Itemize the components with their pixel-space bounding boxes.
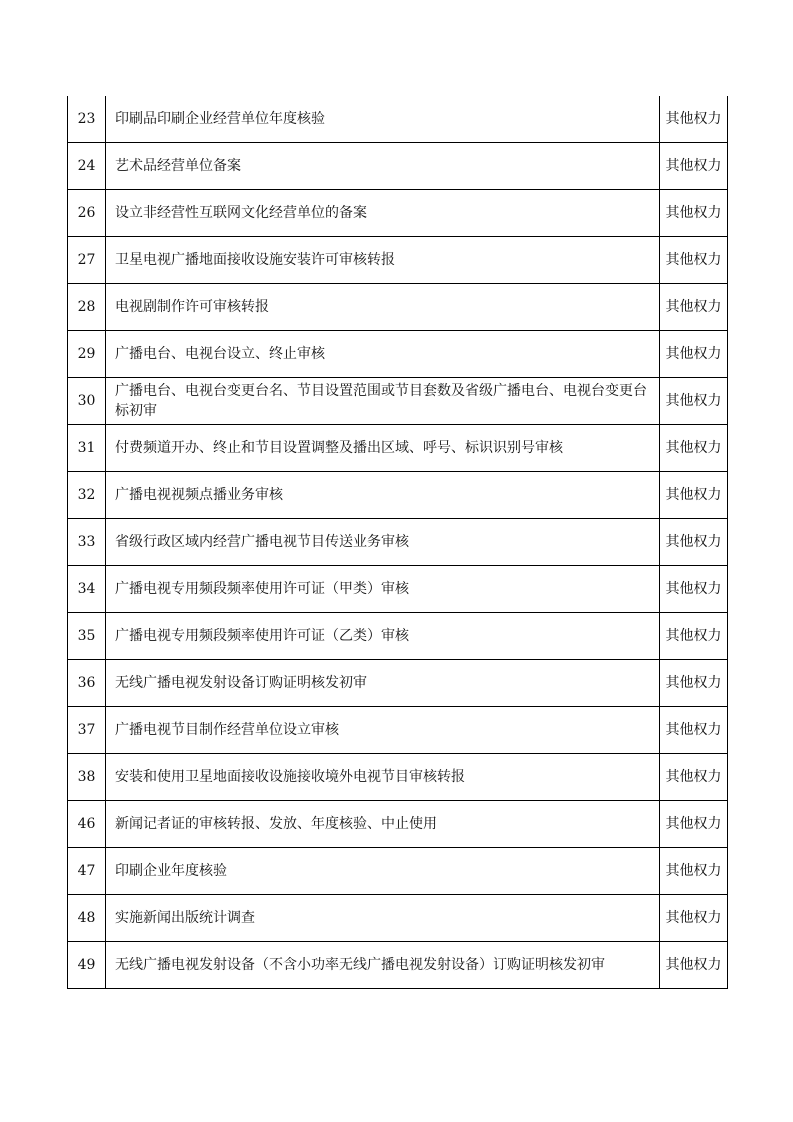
table-row bbox=[68, 425, 728, 472]
row-number: 28 bbox=[68, 284, 106, 331]
row-number: 37 bbox=[68, 707, 106, 754]
table-row bbox=[68, 284, 728, 331]
power-item-name: 无线广播电视发射设备订购证明核发初审 bbox=[106, 660, 660, 707]
row-number: 46 bbox=[68, 801, 106, 848]
power-type: 其他权力 bbox=[660, 848, 728, 895]
power-item-name: 广播电视专用频段频率使用许可证（甲类）审核 bbox=[106, 566, 660, 613]
power-type: 其他权力 bbox=[660, 284, 728, 331]
power-type: 其他权力 bbox=[660, 378, 728, 425]
table-row bbox=[68, 237, 728, 284]
row-number: 33 bbox=[68, 519, 106, 566]
power-item-name: 安装和使用卫星地面接收设施接收境外电视节目审核转报 bbox=[106, 754, 660, 801]
power-item-name: 广播电台、电视台设立、终止审核 bbox=[106, 331, 660, 378]
table-row bbox=[68, 942, 728, 989]
table-row bbox=[68, 519, 728, 566]
power-type: 其他权力 bbox=[660, 472, 728, 519]
power-item-name: 实施新闻出版统计调查 bbox=[106, 895, 660, 942]
row-number: 35 bbox=[68, 613, 106, 660]
table-row bbox=[68, 613, 728, 660]
power-item-name: 印刷品印刷企业经营单位年度核验 bbox=[106, 96, 660, 143]
table-row bbox=[68, 143, 728, 190]
power-item-name: 广播电视视频点播业务审核 bbox=[106, 472, 660, 519]
power-item-name: 省级行政区域内经营广播电视节目传送业务审核 bbox=[106, 519, 660, 566]
row-number: 24 bbox=[68, 143, 106, 190]
table-row bbox=[68, 190, 728, 237]
row-number: 47 bbox=[68, 848, 106, 895]
row-number: 31 bbox=[68, 425, 106, 472]
table-row bbox=[68, 848, 728, 895]
table-row bbox=[68, 378, 728, 425]
power-item-name: 付费频道开办、终止和节目设置调整及播出区域、呼号、标识识别号审核 bbox=[106, 425, 660, 472]
power-item-name: 电视剧制作许可审核转报 bbox=[106, 284, 660, 331]
power-type: 其他权力 bbox=[660, 96, 728, 143]
row-number: 34 bbox=[68, 566, 106, 613]
row-number: 30 bbox=[68, 378, 106, 425]
row-number: 32 bbox=[68, 472, 106, 519]
power-type: 其他权力 bbox=[660, 190, 728, 237]
power-item-name: 卫星电视广播地面接收设施安装许可审核转报 bbox=[106, 237, 660, 284]
power-type: 其他权力 bbox=[660, 143, 728, 190]
table-row bbox=[68, 801, 728, 848]
power-type: 其他权力 bbox=[660, 237, 728, 284]
power-type: 其他权力 bbox=[660, 331, 728, 378]
power-type: 其他权力 bbox=[660, 754, 728, 801]
power-type: 其他权力 bbox=[660, 942, 728, 989]
table-row bbox=[68, 660, 728, 707]
row-number: 26 bbox=[68, 190, 106, 237]
power-type: 其他权力 bbox=[660, 801, 728, 848]
row-number: 36 bbox=[68, 660, 106, 707]
row-number: 49 bbox=[68, 942, 106, 989]
power-item-name: 新闻记者证的审核转报、发放、年度核验、中止使用 bbox=[106, 801, 660, 848]
table-row bbox=[68, 566, 728, 613]
row-number: 27 bbox=[68, 237, 106, 284]
power-list-table bbox=[67, 96, 728, 989]
power-item-name: 无线广播电视发射设备（不含小功率无线广播电视发射设备）订购证明核发初审 bbox=[106, 942, 660, 989]
table-body bbox=[68, 96, 728, 989]
power-item-name: 艺术品经营单位备案 bbox=[106, 143, 660, 190]
power-type: 其他权力 bbox=[660, 425, 728, 472]
power-item-name: 印刷企业年度核验 bbox=[106, 848, 660, 895]
table-row bbox=[68, 895, 728, 942]
power-type: 其他权力 bbox=[660, 660, 728, 707]
table-row bbox=[68, 707, 728, 754]
power-type: 其他权力 bbox=[660, 613, 728, 660]
power-type: 其他权力 bbox=[660, 566, 728, 613]
row-number: 29 bbox=[68, 331, 106, 378]
power-item-name: 广播电台、电视台变更台名、节目设置范围或节目套数及省级广播电台、电视台变更台标初审 bbox=[106, 378, 660, 425]
table-row bbox=[68, 96, 728, 143]
power-type: 其他权力 bbox=[660, 707, 728, 754]
power-item-name: 设立非经营性互联网文化经营单位的备案 bbox=[106, 190, 660, 237]
row-number: 23 bbox=[68, 96, 106, 143]
table-row bbox=[68, 472, 728, 519]
table-row bbox=[68, 331, 728, 378]
power-type: 其他权力 bbox=[660, 895, 728, 942]
power-type: 其他权力 bbox=[660, 519, 728, 566]
row-number: 38 bbox=[68, 754, 106, 801]
row-number: 48 bbox=[68, 895, 106, 942]
table-row bbox=[68, 754, 728, 801]
power-item-name: 广播电视节目制作经营单位设立审核 bbox=[106, 707, 660, 754]
power-item-name: 广播电视专用频段频率使用许可证（乙类）审核 bbox=[106, 613, 660, 660]
